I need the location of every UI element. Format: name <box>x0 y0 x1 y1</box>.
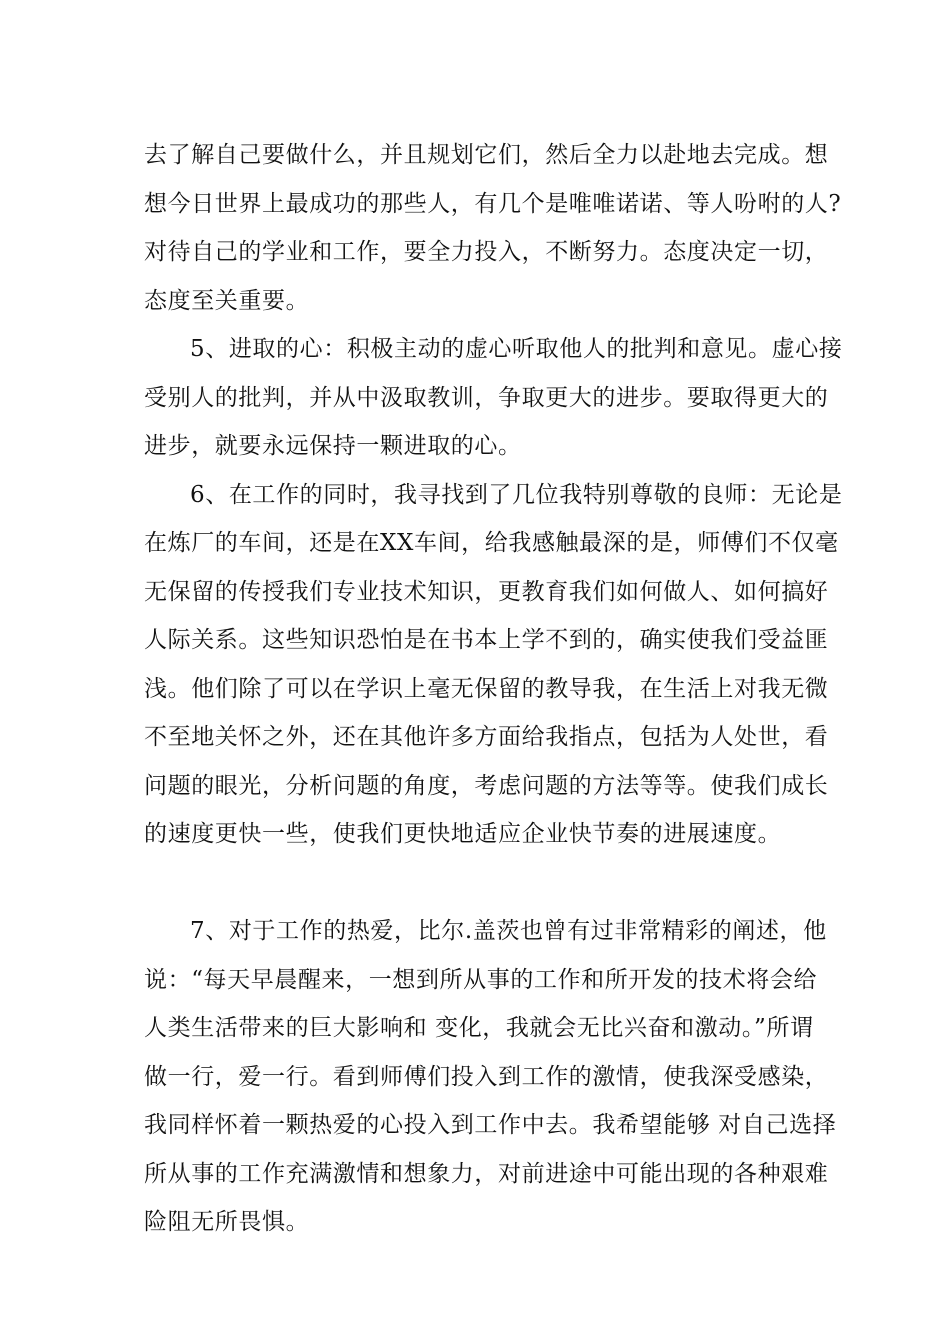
text-line: 进步，就要永远保持一颗进取的心。 <box>144 433 522 459</box>
text-line: 人类生活带来的巨大影响和 变化，我就会无比兴奋和激动。”所谓 <box>144 1015 814 1041</box>
paragraph-4 <box>144 907 837 1247</box>
paragraph-3 <box>144 471 843 908</box>
text-line: 想今日世界上最成功的那些人，有几个是唯唯诺诺、等人吩咐的人? <box>144 190 842 217</box>
text-line: 5、进取的心：积极主动的虚心听取他人的批判和意见。虚心接 <box>190 336 843 362</box>
text-line: 的速度更快一些，使我们更快地适应企业快节奏的进展速度。 <box>144 821 782 847</box>
text-line: 险阻无所畏惧。 <box>144 1209 310 1235</box>
text-line: 问题的眼光，分析问题的角度，考虑问题的方法等等。使我们成长 <box>144 772 829 799</box>
text-line: 去了解自己要做什么，并且规划它们，然后全力以赴地去完成。想 <box>144 142 829 168</box>
text-line: 说：“每天早晨醒来，一想到所从事的工作和所开发的技术将会给 <box>144 966 818 993</box>
text-line: 所从事的工作充满激情和想象力，对前进途中可能出现的各种艰难 <box>144 1160 829 1187</box>
text-line: 无保留的传授我们专业技术知识，更教育我们如何做人、如何搞好 <box>144 578 829 605</box>
text-line: 对待自己的学业和工作，要全力投入，不断努力。态度决定一切， <box>144 239 829 265</box>
paragraph-1 <box>144 131 842 325</box>
text-line: 6、在工作的同时，我寻找到了几位我特别尊敬的良师：无论是 <box>190 481 843 508</box>
text-line: 在炼厂的车间，还是在XX车间，给我感触最深的是，师傅们不仅毫 <box>144 530 839 556</box>
text-line: 做一行，爱一行。看到师傅们投入到工作的激情，使我深受感染， <box>144 1063 829 1090</box>
text-line <box>144 859 810 908</box>
text-line: 7、对于工作的热爱，比尔.盖茨也曾有过非常精彩的阐述，他 <box>190 918 827 944</box>
document-body <box>144 131 843 1247</box>
text-line: 我同样怀着一颗热爱的心投入到工作中去。我希望能够 对自己选择 <box>144 1112 837 1138</box>
text-line: 受别人的批判，并从中汲取教训，争取更大的进步。要取得更大的 <box>144 384 829 411</box>
text-line: 浅。他们除了可以在学识上毫无保留的教导我，在生活上对我无微 <box>144 675 829 702</box>
text-line: 不至地关怀之外，还在其他许多方面给我指点，包括为人处世，看 <box>144 724 829 750</box>
text-line: 人际关系。这些知识恐怕是在书本上学不到的，确实使我们受益匪 <box>144 627 829 653</box>
text-line: 态度至关重要。 <box>144 287 310 314</box>
paragraph-2 <box>144 325 843 471</box>
